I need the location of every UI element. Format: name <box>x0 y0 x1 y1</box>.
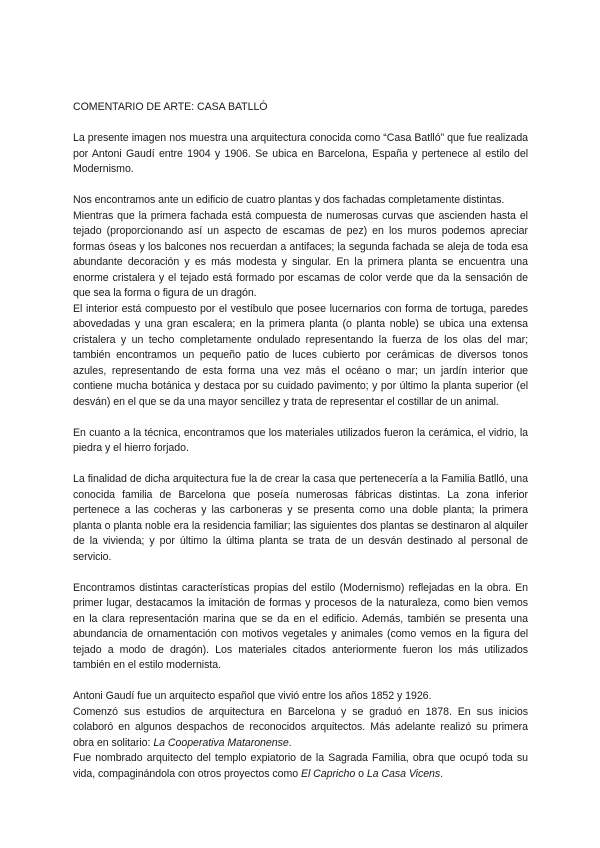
work-title-capricho: El Capricho <box>300 767 356 780</box>
description-paragraph: Nos encontramos ante un edificio de cuatro plantas y dos fachadas completamente distintas. <box>73 194 505 206</box>
paragraph-spacer <box>73 565 528 581</box>
document-page <box>73 100 528 782</box>
purpose-paragraph: La finalidad de dicha arquitectura fue la de crear la casa que pertenecería a la Familia Batlló, una conocida familia de Barcelona que poseía numerosas fábricas distintas. La zona inferior pertenece a las cocheras y las carboneras y se presenta como una doble planta; la primera planta o planta noble era la residencia familiar; las siguientes dos plantas se destinaron al alquiler de la vivienda; y por último la última planta se trata de un desván destinado al personal de servicio. <box>73 473 528 563</box>
intro-paragraph: La presente imagen nos muestra una arquitectura conocida como “Casa Batlló” que fue realizada por Antoni Gaudí entre 1904 y 1906. Se ubica en Barcelona, España y pertenece al estilo del Modernismo. <box>73 132 528 175</box>
document-title: COMENTARIO DE ARTE: CASA BATLLÓ <box>73 101 268 113</box>
first-work-title: La Cooperativa Mataronense <box>153 736 289 749</box>
paragraph-spacer <box>73 457 528 473</box>
career-text: Fue nombrado arquitecto del templo expiatorio de la Sagrada Familia, obra que ocupó toda su vida, compaginándola con otros proyectos como <box>73 752 528 780</box>
author-intro-paragraph: Antoni Gaudí fue un arquitecto español que vivió entre los años 1852 y 1926. <box>73 690 432 702</box>
paragraph-spacer <box>73 178 528 194</box>
sentence-end: . <box>288 736 292 749</box>
conjunction-text: o <box>355 767 367 780</box>
author-career-paragraph <box>73 751 528 782</box>
studies-text: Comenzó sus estudios de arquitectura en Barcelona y se graduó en 1878. En sus inicios colaboró en algunos despachos de reconocidos arquitectos. Más adelante realizó su primera obra en solitario: <box>73 705 528 749</box>
interior-paragraph: El interior está compuesto por el vestíbulo que posee lucernarios con forma de tortuga, paredes abovedadas y una gran escalera; en la primera planta (o planta noble) se ubica una extensa cristalera y un techo completamente ondulado representando la fuerza de los olas del mar; también encontramos un pequeño patio de luces cubierto por cerámicas de diversos tonos azules, representando de esta forma una vez más el océano o mar; un jardín interior que contiene mucha botánica y destaca por su cuidado pavimento; y por último la planta superior (el desván) en el que se da una mayor sencillez y trata de representar el costillar de un animal. <box>73 302 528 408</box>
work-title-casa-vicens: La Casa Vicens <box>366 767 441 780</box>
facade-paragraph: Mientras que la primera fachada está compuesta de numerosas curvas que ascienden hasta el tejado (proporcionando así un aspecto de escamas de pez) en los muros podemos apreciar formas óseas y los balcones nos recuerdan a antifaces; la segunda fachada se aleja de toda esa abundante decoración y es más modesta y singular. En la primera planta se encuentra una enorme cristalera y el tejado está formado por escamas de color verde que da la sensación de que sea la forma o figura de un dragón. <box>73 209 528 299</box>
sentence-end: . <box>440 767 444 780</box>
style-paragraph: Encontramos distintas características propias del estilo (Modernismo) reflejadas en la obra. En primer lugar, destacamos la imitación de formas y procesos de la naturaleza, como bien vemos en la clara representación marina que se da en el edificio. Además, también se presenta una abundancia de ornamentación con motivos vegetales y animales (como vemos en la figura del tejado a modo de dragón). Los materiales citados anteriormente fueron los más utilizados también en el estilo modernista. <box>73 581 528 671</box>
author-studies-paragraph <box>73 705 528 752</box>
paragraph-spacer <box>73 410 528 426</box>
technique-paragraph: En cuanto a la técnica, encontramos que los materiales utilizados fueron la cerámica, el vidrio, la piedra y el hierro forjado. <box>73 426 528 454</box>
paragraph-spacer <box>73 674 528 690</box>
